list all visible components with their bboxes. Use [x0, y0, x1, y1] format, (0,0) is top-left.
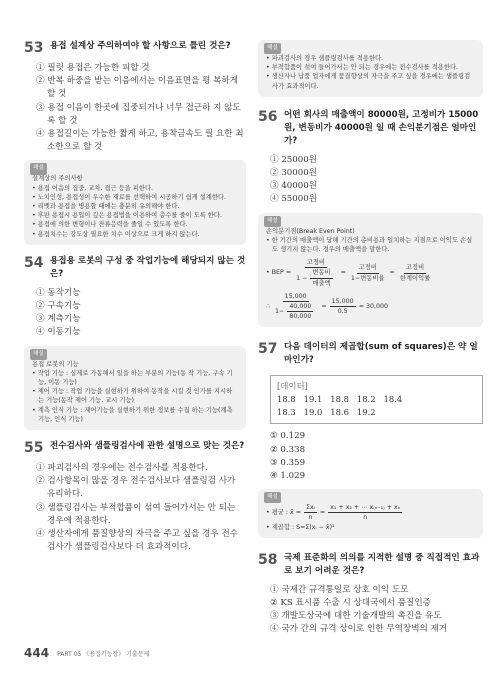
equals-sign: =	[319, 509, 326, 517]
question-56	[258, 109, 483, 328]
explanation-tag: 해설	[30, 163, 47, 174]
page-footer	[24, 646, 149, 660]
explanation-tag: 해설	[30, 349, 47, 360]
option-3[interactable]: ③ 용접 이음이 한곳에 집중되거나 너무 접근하 지 않도록 할 것	[36, 102, 241, 126]
explanation-item: • 용접치수는 강도상 필요한 치수 이상으로 크게 하지 않는다.	[32, 230, 200, 238]
option-2[interactable]: ② 검사항목이 많을 경우 전수검사보다 샘플링검 사가 유리하다.	[36, 476, 236, 500]
fraction	[294, 258, 338, 288]
explanation-title: 손익분기점(Break Even Point)	[266, 227, 355, 235]
page-number: 444	[24, 646, 50, 660]
option-3[interactable]: ③ 40000원	[270, 181, 317, 192]
denominator: n	[363, 514, 368, 522]
question-text: 다음 데이터의 제곱합(sum of squares)은 약 얼마인가?	[284, 342, 478, 366]
data-label: [데이터]	[277, 381, 308, 392]
denominator	[273, 302, 318, 321]
explanation-item: • 노치인성, 용접성이 우수한 재료를 선택하여 시공하기 쉽게 설계한다.	[32, 193, 227, 201]
options	[270, 430, 483, 483]
options	[36, 287, 246, 340]
sum-of-squares-formula: • 제곱합 : S=Σ(xᵢ − x̄)²	[266, 523, 335, 531]
option-4[interactable]: ④ 55000원	[270, 194, 317, 205]
explanation-tag: 해설	[264, 216, 281, 227]
result: = 30,000	[358, 303, 388, 311]
explanation-box	[258, 213, 483, 328]
question-number: 56	[258, 108, 278, 125]
denominator: 1−변동비율	[350, 274, 385, 282]
bep-formula	[266, 258, 475, 288]
equals-sign: =	[340, 269, 346, 277]
option-1[interactable]: ① 0.129	[270, 431, 306, 442]
one-minus: 1−	[275, 308, 285, 316]
option-4[interactable]: ④ 용접길이는 가능한 짧게 하고, 용착금속도 필 요한 최소한으로 할 것	[36, 129, 244, 153]
question-text: 국제 표준화의 의의를 지적한 설명 중 직접적인 효과로 보기 어려운 것은?	[284, 552, 480, 576]
options	[270, 584, 483, 637]
explanation-item: • 용접에 의한 변형이나 잔류응력을 줄일 수 있도록 한다.	[32, 221, 188, 229]
inner-fraction	[310, 268, 332, 287]
question-number: 55	[24, 440, 44, 457]
numerator: Σxᵢ	[304, 503, 317, 513]
explanation-box	[24, 160, 246, 244]
option-2[interactable]: ② 반복 하중을 받는 이음에서는 이음표면을 평 복하게 할 것	[36, 76, 239, 100]
denominator: 80,000	[289, 313, 312, 321]
denominator: 매출액	[312, 279, 331, 287]
option-3[interactable]: ③ 샘플링검사는 부적합품이 섞여 들어가서는 안 되는 경우에 적용한다.	[36, 502, 236, 526]
left-column	[24, 40, 246, 565]
denominator: 0.5	[337, 308, 348, 316]
therefore-symbol: ∴	[266, 303, 271, 311]
explanation-item: • 후판 용접시 용입이 깊은 용접법을 이용하여 층수를 줄이 도록 한다.	[32, 212, 222, 220]
option-2[interactable]: ② 30000원	[270, 168, 317, 179]
explanation-item: • 부적합품이 섞여 들어가서는 안 되는 경우에는 전수검사를 적용한다.	[266, 64, 459, 72]
question-55	[24, 440, 246, 554]
mean-label: • 평균 :	[266, 509, 289, 517]
mean-lhs: x̄ =	[290, 509, 302, 517]
numerator: 15,000	[283, 292, 309, 302]
option-1[interactable]: ① 동작기능	[36, 287, 81, 298]
denominator: 한계이익률	[399, 274, 431, 282]
bep-calculation	[266, 292, 475, 322]
data-box	[270, 375, 483, 424]
fraction	[273, 292, 318, 322]
options	[270, 154, 483, 207]
question-text: 용접용 로봇의 구성 중 작업기능에 해당되지 않는 것은?	[50, 255, 246, 279]
fraction	[330, 297, 356, 316]
one-minus: 1 −	[296, 274, 308, 282]
inner-fraction	[287, 302, 313, 321]
question-number: 58	[258, 551, 278, 568]
question-text: 전수검사와 샘플링검사에 관한 설명으로 맞는 것은?	[50, 441, 245, 452]
equals-sign: =	[389, 269, 395, 277]
question-54	[24, 255, 246, 430]
data-row: 18.8 19.1 18.8 18.2 18.4	[277, 394, 403, 405]
denominator: n	[308, 514, 313, 522]
fraction	[349, 263, 387, 282]
question-57	[258, 341, 483, 537]
option-2[interactable]: ② 0.338	[270, 444, 306, 455]
explanation-box	[258, 489, 483, 538]
question-number: 57	[258, 341, 278, 358]
option-3[interactable]: ③ 개발도상국에 대한 기술개발의 촉진을 유도	[270, 611, 442, 622]
explanation-title: 용접 로봇의 기능	[32, 360, 79, 368]
numerator: 고정비	[404, 263, 426, 273]
explanation-tag: 해설	[264, 43, 281, 54]
options	[36, 462, 246, 554]
explanation-item: • 파괴검사의 경우 샘플링검사를 적용한다.	[266, 55, 384, 62]
data-row: 18.3 19.0 18.6 19.2	[277, 407, 376, 418]
numerator: 변동비	[310, 268, 332, 278]
option-4[interactable]: ④ 생산자에게 품질향상의 자극을 주고 싶을 경우 전수검사가 샘플링검사보다 더 효과적이다.	[36, 529, 239, 553]
option-2[interactable]: ② 구속기능	[36, 301, 81, 312]
explanation-title: 설계상의 주의사항	[32, 175, 83, 183]
numerator: x₁ + x₂ + ⋯ x₍ₙ₋₁₎ + xₙ	[328, 503, 402, 513]
explanation-tag: 해설	[264, 492, 281, 503]
explanation-item: • 계측 인식 기능 : 제어기능을 실현하기 위한 정보를 수집 하는 기능(계측 기능, 인식 기능)	[32, 406, 233, 423]
explanation-item: • 생산자나 납품 업자에게 품질향상의 자극을 주고 싶을 경우에는 샘플링검사가 효과적이다.	[266, 73, 471, 90]
part-title: PART 05 《용접기능장》 기출문제	[57, 650, 150, 658]
explanation-box	[24, 346, 246, 430]
option-2[interactable]: ② KS 표시품 수출 시 상대국에서 품질인증	[270, 598, 431, 609]
numerator: 고정비	[357, 263, 379, 273]
option-1[interactable]: ① 필릿 용접은 가능한 피할 것	[36, 63, 150, 73]
option-4[interactable]: ④ 1.029	[270, 471, 306, 482]
explanation-item: • 용접 이음의 집중, 교차, 접근 등을 피한다.	[32, 184, 154, 192]
equals-sign: =	[321, 303, 327, 311]
question-53	[24, 40, 246, 245]
fraction	[328, 503, 402, 522]
option-4[interactable]: ④ 이동기능	[36, 327, 81, 338]
mean-formula	[266, 503, 475, 522]
explanation-box-q55	[258, 40, 483, 97]
option-1[interactable]: ① 파괴검사의 경우에는 전수검사를 적용한다.	[36, 463, 208, 474]
question-58	[258, 552, 483, 637]
right-column	[258, 40, 483, 647]
fraction	[304, 503, 317, 522]
option-1[interactable]: ① 25000원	[270, 154, 317, 165]
denominator	[294, 268, 338, 287]
option-1[interactable]: ① 국제간 규격통일로 상호 이익 도모	[270, 584, 409, 595]
option-4[interactable]: ④ 국가 간의 규격 상이로 인한 무역장벽의 제거	[270, 624, 448, 635]
question-number: 53	[24, 40, 44, 56]
option-3[interactable]: ③ 0.359	[270, 457, 306, 468]
numerator: 고정비	[305, 258, 327, 268]
explanation-item: • 제어 기능 : 작업 기능을 실현하기 위하여 동작을 시킬 것 인가를 지시하는 기능(동작 제어 기능, 교시 기능)	[32, 388, 233, 405]
fraction	[398, 263, 432, 282]
explanation-item: • 한 기간의 매출액이 당해 기간의 총비용과 일치하는 지점으로 이익도 손실도 생기지 않는다. 경우의 매출액을 말한다.	[266, 236, 473, 254]
numerator: 40,000	[287, 302, 313, 312]
bep-label: • BEP =	[266, 269, 292, 277]
question-text: 어떤 회사의 매출액이 80000원, 고정비가 15000원, 변동비가 40000원 일 때 손익분기점은 얼마인가?	[284, 109, 479, 146]
question-number: 54	[24, 254, 44, 271]
question-text: 용접 설계상 주의하여야 할 사항으로 틀린 것은?	[50, 41, 231, 51]
explanation-item: • 작업 기능 : 실제로 가동해서 일을 하는 부분의 기능(동 작 기능, 구속 기능, 이동 기능)	[32, 369, 233, 387]
explanation-item: • 리벳과 용접을 병용할 때에는 충분히 유의해야 한다.	[32, 203, 180, 211]
numerator: 15,000	[330, 297, 356, 307]
options	[36, 62, 246, 154]
option-3[interactable]: ③ 계측기능	[36, 314, 81, 325]
